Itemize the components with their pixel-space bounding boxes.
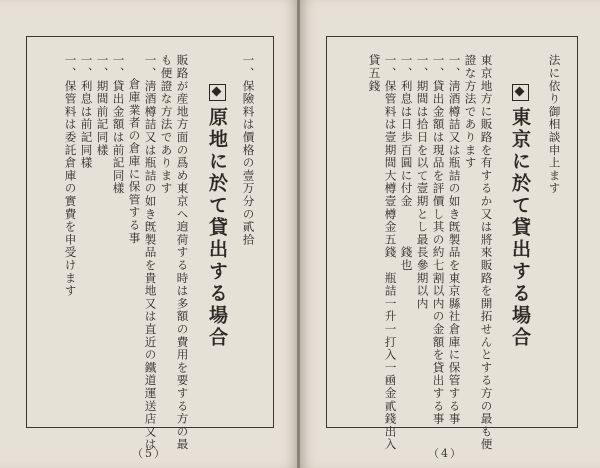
intro-line: 法に依り御相談申上ます (547, 54, 562, 195)
right-body-line-8: 貸五錢 (367, 54, 382, 93)
right-body-line-1: 東京地方に販路を有するか又は將來販路を開拓せんとする方の最も便 (479, 54, 494, 451)
right-body-line-5: 一、期間は拾日を以て壹期とし最長參期以内 (415, 54, 430, 310)
left-body-line-7: 一、利息は前記同樣 (79, 54, 94, 170)
diamond-mark-icon (209, 84, 226, 101)
right-body-line-2: 證な方法であります (463, 54, 478, 170)
left-body-line-1: 販路が産地方面の爲め東京へ逈荷する時は多額の費用を要する方の最 (175, 54, 190, 451)
page-number-4: （4） (428, 447, 463, 460)
left-body-line-5: 一、貸出金額は前記同樣 (111, 54, 126, 195)
right-page-heading (510, 84, 529, 349)
right-body-line-4: 一、貸出金額は現品を評價し其の約七割以内の金額を貸出する事 (431, 54, 446, 426)
left-body-line-4: 倉庫業者の倉庫に保管する事 (127, 78, 142, 245)
left-body-line-3: 一、淸酒樽詰又は瓶詰の如き旣製品を貴地又は直近の鐵道運送店又は (143, 54, 158, 451)
left-page-heading (207, 84, 226, 349)
left-heading-text: 原地に於て貸出する場合 (206, 107, 228, 349)
right-heading-text: 東京に於て貸出する場合 (509, 107, 531, 349)
insurance-fee-line: 一、保險料は價格の壹万分の貳拾 (241, 54, 256, 246)
left-body-line-2: も便證な方法であります (159, 54, 174, 195)
page-number-5: （5） (132, 447, 167, 460)
page-5 (0, 0, 298, 468)
left-body-line-8: 一、保管料は委託倉庫の實費を申受けます (63, 54, 78, 298)
diamond-mark-icon (512, 84, 529, 101)
right-body-line-3: 一、淸酒樽詰又は瓶詰の如き旣製品を東京縣社倉庫に保管する事 (447, 54, 462, 426)
page-4 (300, 0, 600, 468)
left-body-line-6: 一、期間前記同樣 (95, 54, 110, 157)
right-body-line-6: 一、利息は日歩百圓に付金 錢也 (399, 54, 414, 272)
right-body-line-7: 一、保管料は壹期間大樽壹樽金五錢 瓶詰一升一打入一凾金貳錢出入 (383, 54, 398, 451)
